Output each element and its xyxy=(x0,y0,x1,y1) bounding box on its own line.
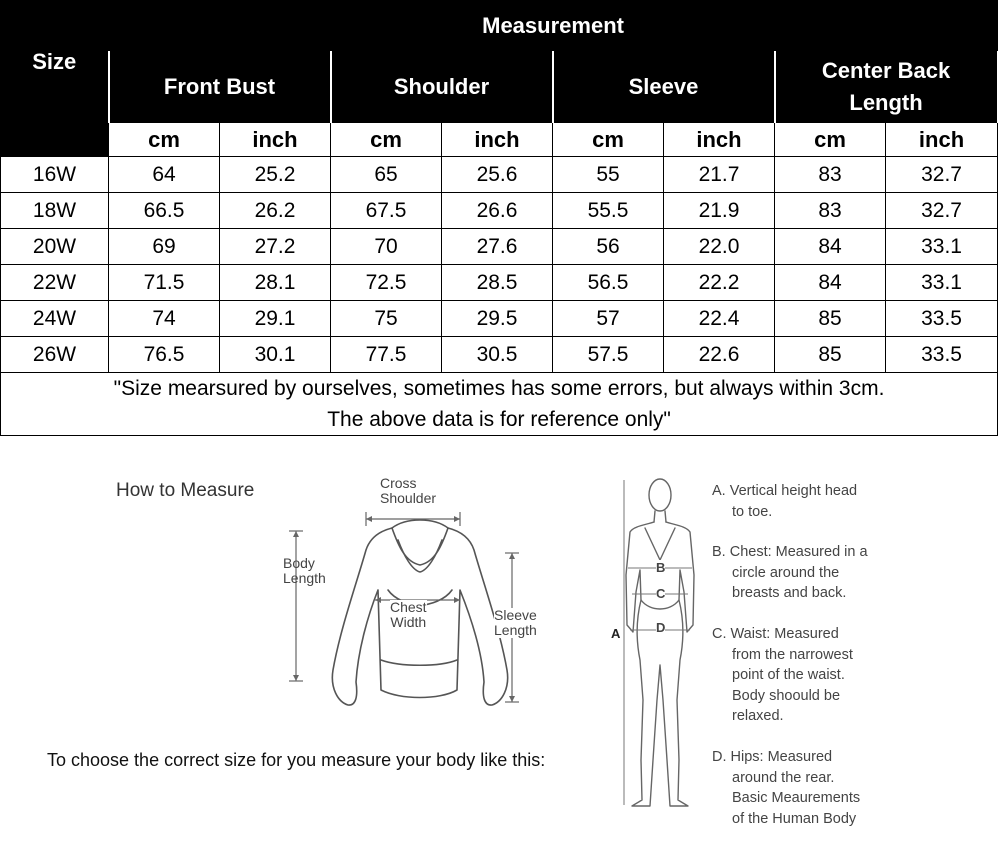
measurement-cell: 29.5 xyxy=(442,301,553,337)
description-a-line: to toe. xyxy=(732,503,773,520)
unit-label: inch xyxy=(474,126,520,152)
sleeve-header: Sleeve xyxy=(553,52,775,123)
measurement-cell: 64 xyxy=(109,157,220,193)
unit-label: cm xyxy=(592,126,624,152)
measurement-cell: 29.1 xyxy=(220,301,331,337)
marker-a: A xyxy=(611,626,621,641)
size-cell: 20W xyxy=(1,229,109,265)
measurement-cell: 85 xyxy=(775,337,886,373)
garment-measure-diagram xyxy=(280,475,580,725)
unit-header xyxy=(331,123,442,157)
measurement-header: Measurement xyxy=(109,1,998,52)
size-cell: 24W xyxy=(1,301,109,337)
measurement-cell: 22.2 xyxy=(664,265,775,301)
measurement-cell: 74 xyxy=(109,301,220,337)
body-figure-diagram xyxy=(600,470,710,815)
description-d-line: around the rear. xyxy=(732,769,835,786)
measurement-cell: 70 xyxy=(331,229,442,265)
unit-label: cm xyxy=(148,126,180,152)
measurement-cell: 83 xyxy=(775,157,886,193)
unit-header xyxy=(664,123,775,157)
measurement-cell: 21.7 xyxy=(664,157,775,193)
description-b-line: breasts and back. xyxy=(732,585,847,601)
measurement-cell: 66.5 xyxy=(109,193,220,229)
measurement-cell: 28.1 xyxy=(220,265,331,301)
size-cell: 22W xyxy=(1,265,109,301)
how-to-measure-title: How to Measure xyxy=(116,480,255,501)
cross-shoulder-line-1: Cross xyxy=(380,475,417,491)
measurement-cell: 55 xyxy=(553,157,664,193)
table-row xyxy=(1,337,998,373)
measurement-cell: 67.5 xyxy=(331,193,442,229)
measurement-cell: 21.9 xyxy=(664,193,775,229)
measurement-cell: 84 xyxy=(775,265,886,301)
measurement-cell: 27.2 xyxy=(220,229,331,265)
description-b-line: B. Chest: Measured in a xyxy=(712,544,868,560)
unit-header xyxy=(553,123,664,157)
unit-label: inch xyxy=(252,126,298,152)
measurement-cell: 65 xyxy=(331,157,442,193)
unit-header xyxy=(442,123,553,157)
size-header: Size xyxy=(1,1,109,123)
description-c-line: Body shoould be xyxy=(732,687,841,704)
description-a-line: A. Vertical height head xyxy=(712,483,858,499)
chest-width-label xyxy=(390,600,427,630)
description-c-line: C. Waist: Measured xyxy=(712,626,839,642)
measurement-cell: 33.5 xyxy=(886,337,998,373)
measurement-cell: 30.1 xyxy=(220,337,331,373)
measurement-cell: 22.6 xyxy=(664,337,775,373)
measurement-cell: 26.2 xyxy=(220,193,331,229)
reference-note-line-2: The above data is for reference only" xyxy=(327,408,671,431)
description-d-line: D. Hips: Measured xyxy=(712,749,833,765)
unit-header xyxy=(109,123,220,157)
unit-header xyxy=(220,123,331,157)
measurement-cell: 55.5 xyxy=(553,193,664,229)
measurement-cell: 76.5 xyxy=(109,337,220,373)
description-d-line: Basic Meaurements xyxy=(732,790,861,806)
measurement-cell: 71.5 xyxy=(109,265,220,301)
description-c-line: point of the waist. xyxy=(732,667,845,683)
size-unit-spacer xyxy=(1,123,109,157)
measurement-cell: 30.5 xyxy=(442,337,553,373)
measurement-cell: 85 xyxy=(775,301,886,337)
table-row xyxy=(1,229,998,265)
shoulder-header: Shoulder xyxy=(331,52,553,123)
description-b xyxy=(712,542,868,604)
measurement-cell: 33.5 xyxy=(886,301,998,337)
measurement-cell: 69 xyxy=(109,229,220,265)
body-length-label xyxy=(283,556,326,586)
unit-label: inch xyxy=(696,126,742,152)
reference-note-line-1: "Size mearsured by ourselves, sometimes has some errors, but always within 3cm. xyxy=(113,377,885,400)
table-row xyxy=(1,193,998,229)
measurement-cell: 57 xyxy=(553,301,664,337)
measurement-cell: 22.4 xyxy=(664,301,775,337)
description-a xyxy=(712,481,857,522)
marker-b: B xyxy=(656,560,666,575)
measurement-cell: 72.5 xyxy=(331,265,442,301)
center-back-length-header xyxy=(775,52,998,123)
description-b-line: circle around the xyxy=(732,564,840,581)
size-table-body xyxy=(1,157,998,373)
size-cell: 26W xyxy=(1,337,109,373)
measurement-cell: 26.6 xyxy=(442,193,553,229)
unit-label: inch xyxy=(918,126,965,152)
center-back-length-label: Center Back Length xyxy=(821,58,951,115)
marker-c: C xyxy=(656,586,666,601)
sleeve-length-label xyxy=(494,608,537,638)
chest-width-line-1: Chest xyxy=(390,599,427,615)
cross-shoulder-label xyxy=(380,476,436,506)
measurement-cell: 77.5 xyxy=(331,337,442,373)
size-cell: 16W xyxy=(1,157,109,193)
measurement-cell: 32.7 xyxy=(886,193,998,229)
measurement-cell: 25.6 xyxy=(442,157,553,193)
body-length-line-2: Length xyxy=(283,570,326,586)
size-cell: 18W xyxy=(1,193,109,229)
description-c xyxy=(712,624,853,727)
measurement-cell: 22.0 xyxy=(664,229,775,265)
cross-shoulder-line-2: Shoulder xyxy=(380,490,437,506)
table-row xyxy=(1,157,998,193)
measurement-cell: 57.5 xyxy=(553,337,664,373)
measurement-cell: 33.1 xyxy=(886,229,998,265)
figure-head xyxy=(649,479,671,511)
front-bust-header: Front Bust xyxy=(109,52,331,123)
measurement-cell: 28.5 xyxy=(442,265,553,301)
measurement-cell: 33.1 xyxy=(886,265,998,301)
description-c-line: from the narrowest xyxy=(732,646,853,663)
reference-note xyxy=(1,373,998,436)
measurement-cell: 27.6 xyxy=(442,229,553,265)
sleeve-length-line-1: Sleeve xyxy=(494,607,537,623)
description-d-line: of the Human Body xyxy=(732,810,857,827)
unit-header xyxy=(886,123,998,157)
marker-d: D xyxy=(656,620,666,635)
measurement-cell: 75 xyxy=(331,301,442,337)
measurement-cell: 84 xyxy=(775,229,886,265)
body-length-line-1: Body xyxy=(283,555,315,571)
measurement-cell: 83 xyxy=(775,193,886,229)
garment-neckline xyxy=(392,520,448,565)
description-d xyxy=(712,747,860,829)
sleeve-length-line-2: Length xyxy=(494,622,537,638)
unit-header xyxy=(775,123,886,157)
measurement-cell: 56 xyxy=(553,229,664,265)
table-row xyxy=(1,301,998,337)
chest-width-line-2: Width xyxy=(390,614,427,630)
unit-label: cm xyxy=(814,126,846,152)
description-c-line: relaxed. xyxy=(732,708,784,724)
choose-size-instruction: To choose the correct size for you measure your body like this: xyxy=(47,750,546,770)
table-row xyxy=(1,265,998,301)
measurement-cell: 25.2 xyxy=(220,157,331,193)
measurement-cell: 32.7 xyxy=(886,157,998,193)
unit-label: cm xyxy=(370,126,402,152)
measurement-cell: 56.5 xyxy=(553,265,664,301)
